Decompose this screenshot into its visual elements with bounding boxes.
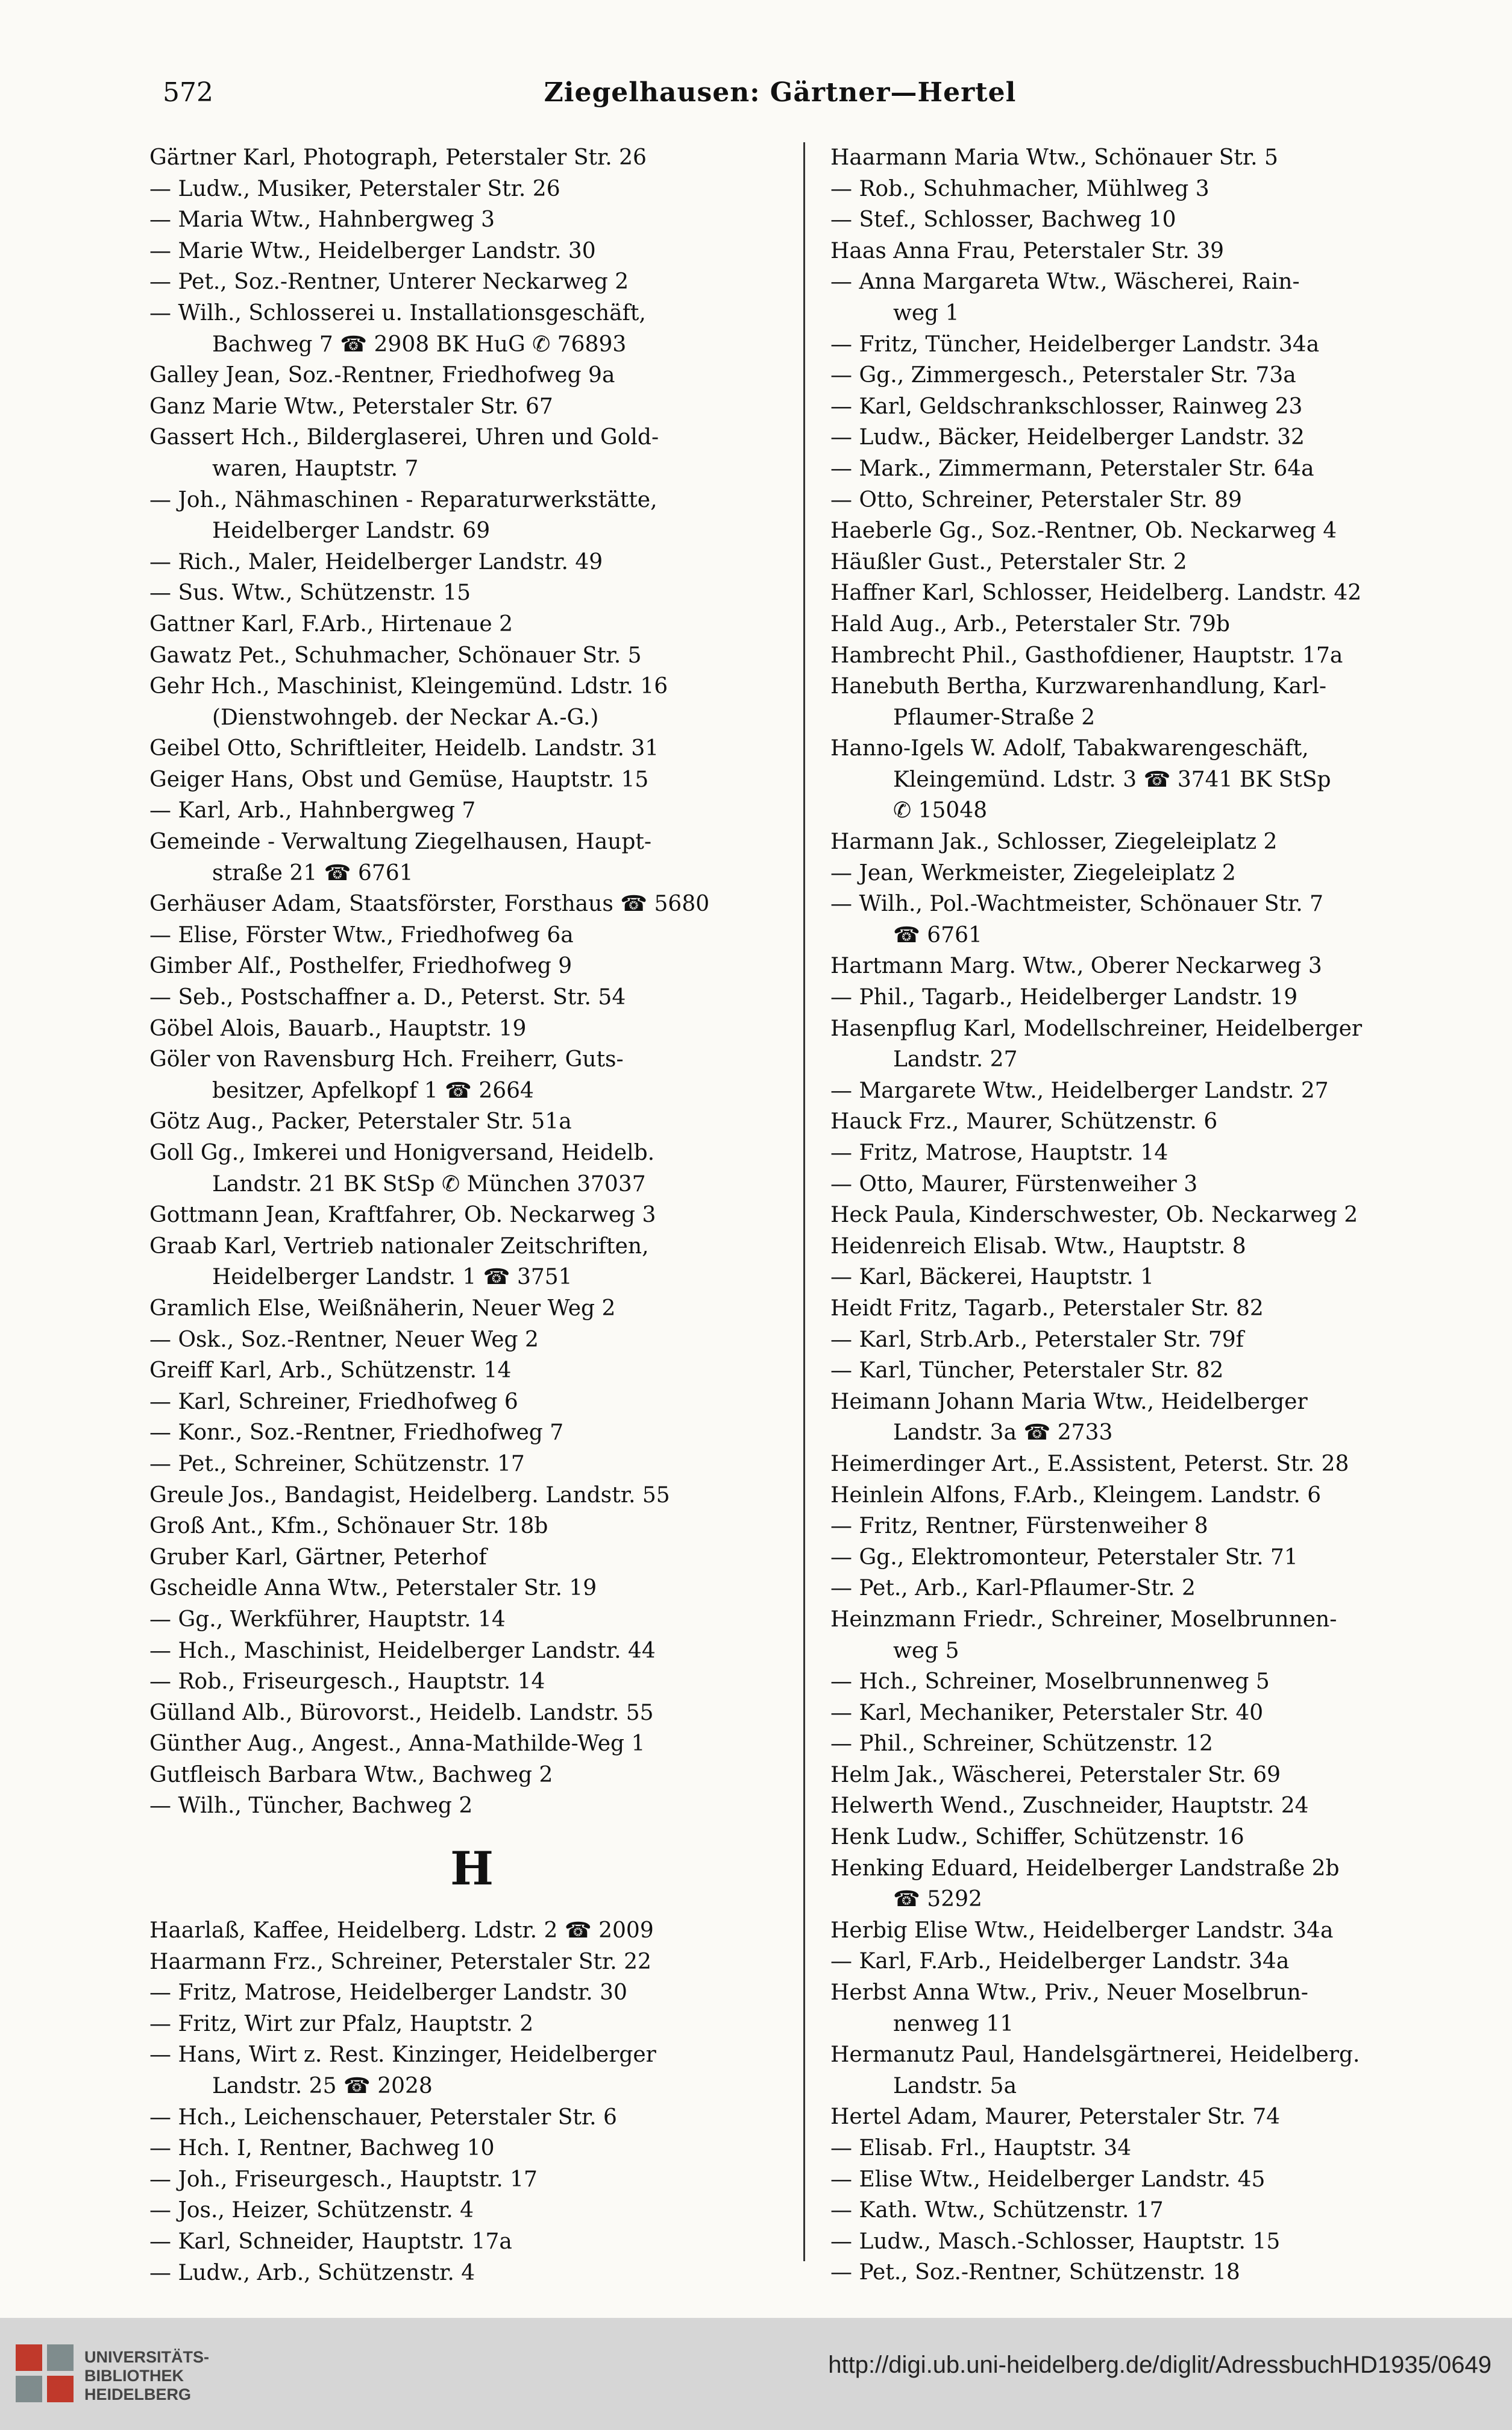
directory-entry: — Otto, Maurer, Fürstenweiher 3 [830, 1171, 1198, 1197]
directory-entry: — Rich., Maler, Heidelberger Landstr. 49 [149, 549, 603, 574]
directory-entry: Heinzmann Friedr., Schreiner, Moselbrunnen- [830, 1607, 1337, 1632]
directory-entry-continuation: ✆ 15048 [893, 798, 988, 823]
directory-entry-continuation: Kleingemünd. Ldstr. 3 ☎ 3741 BK StSp [893, 767, 1331, 792]
directory-entry: — Hch. I, Rentner, Bachweg 10 [149, 2136, 495, 2161]
directory-entry: — Fritz, Matrose, Heidelberger Landstr. 30 [149, 1980, 627, 2006]
directory-entry: Haarmann Maria Wtw., Schönauer Str. 5 [830, 145, 1278, 170]
directory-entry: Heidt Fritz, Tagarb., Peterstaler Str. 82 [830, 1295, 1264, 1321]
directory-entry: — Hans, Wirt z. Rest. Kinzinger, Heidelberger [149, 2042, 656, 2068]
directory-entry: — Joh., Nähmaschinen - Reparaturwerkstätte, [149, 487, 657, 512]
directory-entry: Henk Ludw., Schiffer, Schützenstr. 16 [830, 1825, 1244, 1850]
library-footer [0, 2318, 1512, 2430]
directory-entry: Günther Aug., Angest., Anna-Mathilde-Weg 1 [149, 1731, 645, 1757]
directory-entry: — Gg., Zimmergesch., Peterstaler Str. 73a [830, 363, 1296, 388]
directory-entry: Gimber Alf., Posthelfer, Friedhofweg 9 [149, 954, 572, 979]
directory-entry: — Gg., Elektromonteur, Peterstaler Str. 71 [830, 1544, 1298, 1570]
directory-entry-continuation: straße 21 ☎ 6761 [212, 860, 413, 886]
section-letter-heading: H [450, 1842, 494, 1896]
directory-entry: Göbel Alois, Bauarb., Hauptstr. 19 [149, 1016, 527, 1041]
directory-entry: — Fritz, Wirt zur Pfalz, Hauptstr. 2 [149, 2011, 534, 2036]
directory-entry-continuation: besitzer, Apfelkopf 1 ☎ 2664 [212, 1078, 534, 1103]
directory-entry: Haeberle Gg., Soz.-Rentner, Ob. Neckarweg 4 [830, 518, 1337, 544]
directory-entry: Hasenpflug Karl, Modellschreiner, Heidelberger [830, 1016, 1363, 1041]
directory-entry: — Pet., Schreiner, Schützenstr. 17 [149, 1451, 525, 1476]
directory-entry: — Marie Wtw., Heidelberger Landstr. 30 [149, 238, 596, 263]
directory-entry: Goll Gg., Imkerei und Honigversand, Heidelb. [149, 1141, 655, 1165]
directory-entry: Haffner Karl, Schlosser, Heidelberg. Landstr. 42 [830, 581, 1362, 606]
directory-entry: — Kath. Wtw., Schützenstr. 17 [830, 2198, 1164, 2223]
directory-entry-continuation: waren, Hauptstr. 7 [212, 456, 419, 481]
directory-entry: — Elise Wtw., Heidelberger Landstr. 45 [830, 2167, 1266, 2192]
directory-entry: Haas Anna Frau, Peterstaler Str. 39 [830, 238, 1225, 263]
directory-entry: — Karl, Mechaniker, Peterstaler Str. 40 [830, 1700, 1264, 1725]
source-url-link[interactable]: http://digi.ub.uni-heidelberg.de/diglit/AdressbuchHD1935/0649 [828, 2352, 1492, 2378]
directory-entry: Gassert Hch., Bilderglaserei, Uhren und Gold- [149, 425, 659, 450]
directory-entry: — Rob., Friseurgesch., Hauptstr. 14 [149, 1669, 545, 1695]
directory-entry-continuation: Heidelberger Landstr. 69 [212, 518, 491, 544]
directory-entry: Graab Karl, Vertrieb nationaler Zeitschriften, [149, 1233, 649, 1259]
directory-entry: — Pet., Soz.-Rentner, Unterer Neckarweg 2 [149, 269, 629, 295]
directory-entry: Haarlaß, Kaffee, Heidelberg. Ldstr. 2 ☎ 2009 [149, 1918, 654, 1944]
directory-entry-continuation: Heidelberger Landstr. 1 ☎ 3751 [212, 1265, 572, 1290]
directory-entry: Gutfleisch Barbara Wtw., Bachweg 2 [149, 1762, 553, 1787]
directory-entry: — Wilh., Schlosserei u. Installationsgeschäft, [149, 300, 646, 326]
directory-entry: — Karl, Schneider, Hauptstr. 17a [149, 2229, 512, 2254]
directory-entry: — Pet., Arb., Karl-Pflaumer-Str. 2 [830, 1576, 1196, 1601]
directory-entry: — Fritz, Tüncher, Heidelberger Landstr. 34a [830, 332, 1320, 357]
directory-entry: Geiger Hans, Obst und Gemüse, Hauptstr. 15 [149, 767, 649, 792]
directory-entry: Galley Jean, Soz.-Rentner, Friedhofweg 9a [149, 363, 615, 388]
directory-entry-continuation: Landstr. 27 [893, 1047, 1018, 1072]
directory-entry: Hartmann Marg. Wtw., Oberer Neckarweg 3 [830, 954, 1322, 979]
directory-entry: Heinlein Alfons, F.Arb., Kleingem. Landstr. 6 [830, 1482, 1322, 1508]
directory-entry: — Elise, Förster Wtw., Friedhofweg 6a [149, 922, 574, 948]
directory-entry: — Karl, Arb., Hahnbergweg 7 [149, 798, 476, 823]
directory-entry: — Sus. Wtw., Schützenstr. 15 [149, 581, 471, 606]
directory-entry: Gawatz Pet., Schuhmacher, Schönauer Str. 5 [149, 643, 642, 668]
right-column [830, 142, 1475, 2288]
directory-entry: — Hch., Schreiner, Moselbrunnenweg 5 [830, 1669, 1270, 1695]
directory-entry: — Hch., Maschinist, Heidelberger Landstr. 44 [149, 1638, 656, 1663]
directory-entry: — Ludw., Arb., Schützenstr. 4 [149, 2260, 475, 2285]
directory-entry: Ganz Marie Wtw., Peterstaler Str. 67 [149, 394, 553, 419]
directory-entry: — Maria Wtw., Hahnbergweg 3 [149, 207, 495, 233]
directory-entry: — Osk., Soz.-Rentner, Neuer Weg 2 [149, 1327, 539, 1352]
directory-entry: — Jos., Heizer, Schützenstr. 4 [149, 2198, 474, 2223]
directory-entry: Hald Aug., Arb., Peterstaler Str. 79b [830, 611, 1230, 637]
directory-entry: Herbig Elise Wtw., Heidelberger Landstr. 34a [830, 1918, 1334, 1943]
directory-entry: — Margarete Wtw., Heidelberger Landstr. 27 [830, 1078, 1329, 1103]
directory-entry: Helwerth Wend., Zuschneider, Hauptstr. 24 [830, 1793, 1309, 1819]
directory-entry: Hertel Adam, Maurer, Peterstaler Str. 74 [830, 2104, 1281, 2130]
directory-entry: — Wilh., Pol.-Wachtmeister, Schönauer Str. 7 [830, 892, 1324, 917]
directory-entry: — Phil., Schreiner, Schützenstr. 12 [830, 1731, 1213, 1757]
directory-entry: — Karl, Geldschrankschlosser, Rainweg 23 [830, 394, 1303, 419]
directory-entry-continuation: nenweg 11 [893, 2011, 1014, 2036]
directory-entry: Gärtner Karl, Photograph, Peterstaler Str. 26 [149, 145, 647, 170]
directory-entry: Groß Ant., Kfm., Schönauer Str. 18b [149, 1514, 548, 1539]
directory-entry-continuation: Pflaumer-Straße 2 [893, 705, 1096, 730]
directory-entry: — Fritz, Rentner, Fürstenweiher 8 [830, 1514, 1208, 1539]
directory-entry: — Anna Margareta Wtw., Wäscherei, Rain- [830, 269, 1300, 295]
directory-entry: — Karl, Bäckerei, Hauptstr. 1 [830, 1265, 1155, 1290]
directory-entry: — Phil., Tagarb., Heidelberger Landstr. 19 [830, 985, 1298, 1010]
directory-entry-continuation: weg 1 [893, 300, 959, 326]
directory-entry: — Seb., Postschaffner a. D., Peterst. Str. 54 [149, 985, 626, 1010]
directory-entry: — Karl, Schreiner, Friedhofweg 6 [149, 1389, 518, 1414]
library-name-line: BIBLIOTHEK [84, 2367, 184, 2385]
directory-entry: — Ludw., Musiker, Peterstaler Str. 26 [149, 176, 560, 201]
directory-entry: — Pet., Soz.-Rentner, Schützenstr. 18 [830, 2260, 1240, 2285]
directory-entry: Greiff Karl, Arb., Schützenstr. 14 [149, 1358, 512, 1383]
directory-entry-continuation: Landstr. 3a ☎ 2733 [893, 1420, 1113, 1446]
library-name-line: HEIDELBERG [84, 2385, 192, 2403]
directory-entry: — Ludw., Bäcker, Heidelberger Landstr. 32 [830, 425, 1305, 450]
library-logo-icon [11, 2340, 78, 2407]
directory-entry-continuation: ☎ 6761 [893, 922, 982, 948]
library-name [84, 2348, 209, 2404]
directory-entry: Gattner Karl, F.Arb., Hirtenaue 2 [149, 611, 513, 637]
directory-entry: — Elisab. Frl., Hauptstr. 34 [830, 2136, 1132, 2161]
directory-entry: — Joh., Friseurgesch., Hauptstr. 17 [149, 2167, 538, 2192]
left-column [149, 142, 794, 2288]
directory-entry: Heimann Johann Maria Wtw., Heidelberger [830, 1389, 1308, 1414]
directory-entry: Haarmann Frz., Schreiner, Peterstaler Str. 22 [149, 1949, 651, 1974]
directory-entry: Harmann Jak., Schlosser, Ziegeleiplatz 2 [830, 829, 1278, 855]
page-number: 572 [163, 77, 213, 108]
directory-entry: — Karl, Strb.Arb., Peterstaler Str. 79f [830, 1327, 1244, 1352]
directory-entry-continuation: ☎ 5292 [893, 1887, 982, 1912]
directory-entry: Herbst Anna Wtw., Priv., Neuer Moselbrun- [830, 1980, 1308, 2006]
directory-entry: Gerhäuser Adam, Staatsförster, Forsthaus ☎ 5680 [149, 892, 710, 917]
directory-entry-continuation: Landstr. 21 BK StSp ✆ München 37037 [212, 1171, 646, 1197]
directory-entry: Gemeinde - Verwaltung Ziegelhausen, Haupt- [149, 829, 652, 855]
directory-entry: — Karl, Tüncher, Peterstaler Str. 82 [830, 1358, 1224, 1383]
directory-entry-continuation: Landstr. 25 ☎ 2028 [212, 2074, 433, 2099]
directory-entry: Hanebuth Bertha, Kurzwarenhandlung, Karl- [830, 674, 1327, 699]
directory-entry: Hauck Frz., Maurer, Schützenstr. 6 [830, 1109, 1218, 1135]
page-header [163, 77, 1398, 113]
directory-entry: Heidenreich Elisab. Wtw., Hauptstr. 8 [830, 1233, 1246, 1259]
directory-entry: Gehr Hch., Maschinist, Kleingemünd. Ldstr. 16 [149, 674, 668, 699]
directory-entry: — Mark., Zimmermann, Peterstaler Str. 64a [830, 456, 1314, 481]
directory-entry: Göler von Ravensburg Hch. Freiherr, Guts- [149, 1047, 624, 1072]
directory-entry: Häußler Gust., Peterstaler Str. 2 [830, 549, 1187, 574]
directory-entry-continuation: (Dienstwohngeb. der Neckar A.-G.) [212, 705, 599, 730]
directory-entry: Gülland Alb., Bürovorst., Heidelb. Landstr. 55 [149, 1700, 654, 1725]
directory-entry: Greule Jos., Bandagist, Heidelberg. Landstr. 55 [149, 1482, 670, 1508]
directory-entry: — Konr., Soz.-Rentner, Friedhofweg 7 [149, 1420, 564, 1446]
directory-entry-continuation: weg 5 [893, 1638, 959, 1663]
directory-entry: Gramlich Else, Weißnäherin, Neuer Weg 2 [149, 1295, 616, 1321]
directory-entry: Gruber Karl, Gärtner, Peterhof [149, 1544, 487, 1570]
directory-entry-continuation: Landstr. 5a [893, 2073, 1017, 2098]
directory-entry: — Wilh., Tüncher, Bachweg 2 [149, 1793, 473, 1819]
directory-entry: — Otto, Schreiner, Peterstaler Str. 89 [830, 487, 1242, 512]
directory-entry: — Ludw., Masch.-Schlosser, Hauptstr. 15 [830, 2229, 1281, 2254]
directory-entry: — Hch., Leichenschauer, Peterstaler Str. 6 [149, 2104, 617, 2130]
directory-entry: Heimerdinger Art., E.Assistent, Peterst. Str. 28 [830, 1451, 1349, 1476]
directory-entry: Götz Aug., Packer, Peterstaler Str. 51a [149, 1109, 572, 1135]
directory-entry: Gscheidle Anna Wtw., Peterstaler Str. 19 [149, 1576, 597, 1601]
directory-entry: — Rob., Schuhmacher, Mühlweg 3 [830, 176, 1209, 201]
directory-entry: Henking Eduard, Heidelberger Landstraße 2b [830, 1856, 1340, 1881]
directory-entry: Hermanutz Paul, Handelsgärtnerei, Heidelberg. [830, 2042, 1360, 2068]
directory-entry: — Karl, F.Arb., Heidelberger Landstr. 34a [830, 1949, 1290, 1974]
directory-entry: Hambrecht Phil., Gasthofdiener, Hauptstr. 17a [830, 643, 1343, 668]
library-name-line: UNIVERSITÄTS- [84, 2348, 210, 2366]
column-divider [803, 142, 805, 2261]
directory-entry: — Jean, Werkmeister, Ziegeleiplatz 2 [830, 860, 1236, 886]
directory-entry: Gottmann Jean, Kraftfahrer, Ob. Neckarweg 3 [149, 1203, 656, 1228]
directory-entry: Heck Paula, Kinderschwester, Ob. Neckarweg 2 [830, 1203, 1358, 1228]
directory-entry: Helm Jak., Wäscherei, Peterstaler Str. 69 [830, 1762, 1281, 1787]
running-title: Ziegelhausen: Gärtner—Hertel [544, 77, 1017, 108]
directory-entry: Geibel Otto, Schriftleiter, Heidelb. Landstr. 31 [149, 736, 659, 761]
directory-entry: — Stef., Schlosser, Bachweg 10 [830, 207, 1176, 233]
directory-entry-continuation: Bachweg 7 ☎ 2908 BK HuG ✆ 76893 [212, 332, 627, 357]
directory-entry: Hanno-Igels W. Adolf, Tabakwarengeschäft, [830, 736, 1309, 761]
directory-entry: — Fritz, Matrose, Hauptstr. 14 [830, 1141, 1169, 1165]
directory-entry: — Gg., Werkführer, Hauptstr. 14 [149, 1607, 506, 1632]
